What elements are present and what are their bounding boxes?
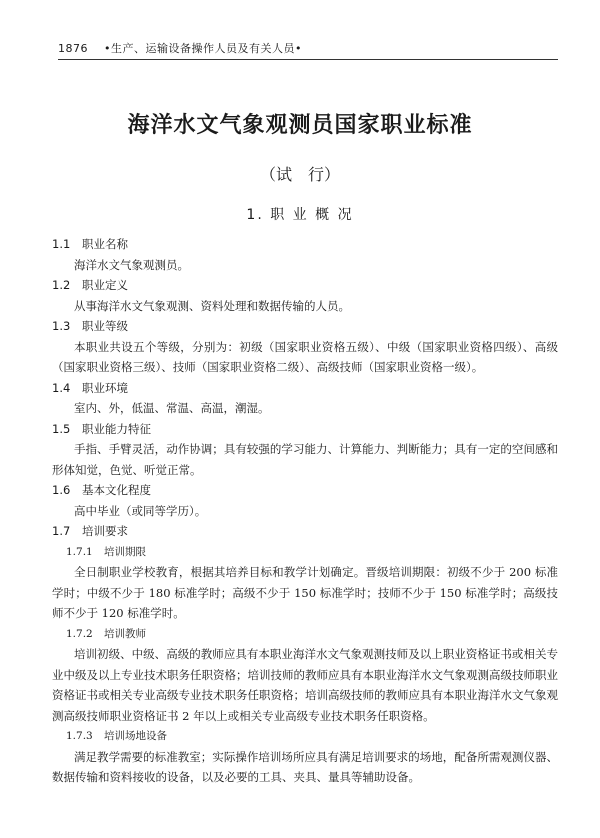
section-title: 1. 职 业 概 况 — [246, 207, 354, 223]
document-subtitle: （试 行） — [259, 165, 340, 184]
section-text: 从事海洋水文气象观测、资料处理和数据传输的人员。 — [74, 298, 350, 313]
section-text: 室内、外，低温、常温、高温，潮湿。 — [74, 401, 270, 415]
document-title: 海洋水文气象观测员国家职业标准 — [127, 113, 473, 138]
subsection-text: 全日制职业学校教育，根据其培养目标和教学计划确定。晋级培训期限：初级不少于 200 标准学时；中级不少于 180 标准学时；高级不少于 150 标准学时；技师不少于 150 标准学时；高级技师不少于 120 标准学时。 — [52, 565, 558, 620]
section-heading: 1.2 职业定义 — [52, 278, 128, 292]
section-text: 高中毕业（或同等学历）。 — [74, 503, 207, 518]
subsection-heading: 1.7.2 培训教师 — [66, 627, 146, 640]
running-header — [58, 40, 558, 56]
section-heading: 1.5 职业能力特征 — [52, 421, 151, 436]
subsection-heading: 1.7.3 培训场地设备 — [66, 730, 167, 742]
header-rule — [58, 59, 558, 60]
section-text: 海洋水文气象观测员。 — [74, 257, 189, 272]
section-text: 手指、手臂灵活，动作协调；具有较强的学习能力、计算能力、判断能力；具有一定的空间感和形体知觉，色觉、听觉正常。 — [52, 442, 558, 477]
section-heading: 1.4 职业环境 — [52, 380, 128, 395]
section-text: 本职业共设五个等级，分别为：初级（国家职业资格五级）、中级（国家职业资格四级）、高级（国家职业资格三级）、技师（国家职业资格二级）、高级技师（国家职业资格一级）。 — [52, 339, 558, 374]
running-title: •生产、运输设备操作人员及有关人员• — [104, 42, 302, 55]
section-heading: 1.3 职业等级 — [52, 319, 128, 333]
section-heading: 1.7 培训要求 — [52, 524, 128, 538]
page-number: 1876 — [58, 42, 88, 55]
subsection-heading: 1.7.1 培训期限 — [66, 545, 146, 558]
document-body — [52, 234, 558, 788]
subsection-text: 培训初级、中级、高级的教师应具有本职业海洋水文气象观测技师及以上职业资格证书或相关专业中级及以上专业技术职务任职资格；培训技师的教师应具有本职业海洋水文气象观测高级技师职业资格证书或相关专业高级专业技术职务任职资格；培训高级技师的教师应具有本职业海洋水文气象观测高级技师职业资格证书 2 年以上或相关专业高级专业技术职务任职资格。 — [52, 647, 558, 723]
section-heading: 1.1 职业名称 — [52, 237, 128, 251]
subsection-text: 满足教学需要的标准教室；实际操作培训场所应具有满足培训要求的场地，配备所需观测仪器、数据传输和资料接收的设备，以及必要的工具、夹具、量具等辅助设备。 — [52, 749, 558, 784]
section-heading: 1.6 基本文化程度 — [52, 483, 151, 497]
